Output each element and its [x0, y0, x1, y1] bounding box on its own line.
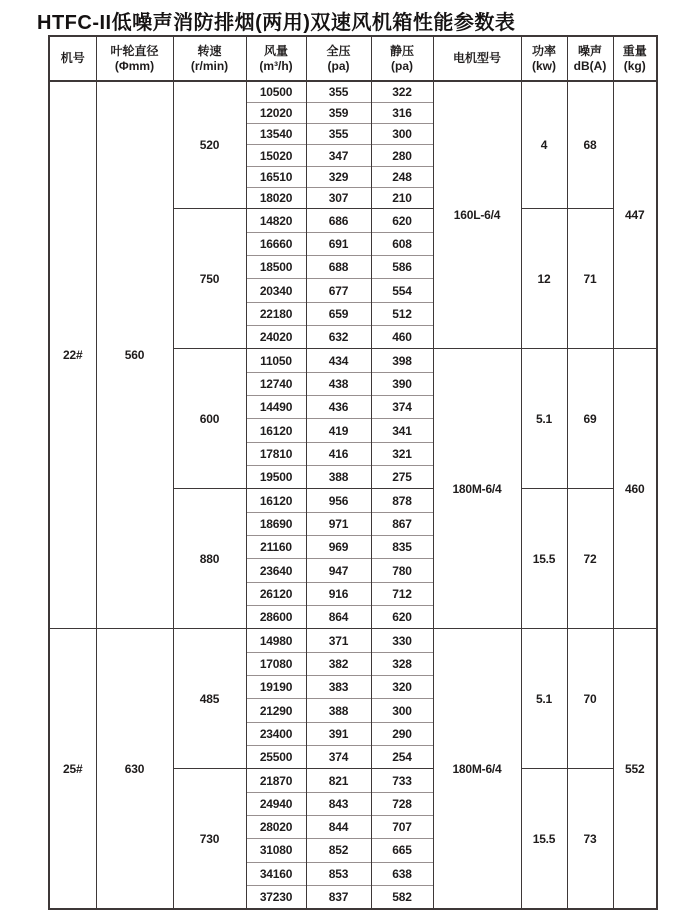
page-title: HTFC-II低噪声消防排烟(两用)双速风机箱性能参数表: [37, 12, 516, 34]
power-cell: 15.5: [521, 769, 567, 909]
header-label: 机号: [60, 51, 85, 65]
total-pressure-cell: 971: [306, 512, 371, 535]
col-header-static-pressure: [371, 36, 433, 81]
header-label: 重量: [622, 43, 647, 58]
speed-cell: 485: [173, 629, 246, 769]
static-pressure-cell: 290: [371, 722, 433, 745]
power-cell: 4: [521, 81, 567, 209]
header-label: 风量: [263, 43, 288, 58]
header-unit: (kg): [623, 58, 646, 73]
header-row: [49, 36, 657, 81]
total-pressure-cell: 434: [306, 349, 371, 372]
flow-cell: 28020: [246, 816, 306, 839]
static-pressure-cell: 330: [371, 629, 433, 652]
static-pressure-cell: 316: [371, 102, 433, 123]
static-pressure-cell: 638: [371, 862, 433, 885]
static-pressure-cell: 254: [371, 746, 433, 769]
flow-cell: 14490: [246, 396, 306, 419]
total-pressure-cell: 355: [306, 81, 371, 102]
machine-cell: 25#: [49, 629, 96, 909]
static-pressure-cell: 460: [371, 326, 433, 349]
flow-cell: 23400: [246, 722, 306, 745]
static-pressure-cell: 867: [371, 512, 433, 535]
total-pressure-cell: 329: [306, 166, 371, 187]
total-pressure-cell: 416: [306, 442, 371, 465]
static-pressure-cell: 878: [371, 489, 433, 512]
noise-cell: 70: [567, 629, 613, 769]
flow-cell: 16120: [246, 489, 306, 512]
motor-cell: 180M-6/4: [433, 629, 521, 909]
flow-cell: 21160: [246, 536, 306, 559]
total-pressure-cell: 632: [306, 326, 371, 349]
diameter-cell: 560: [96, 81, 173, 629]
total-pressure-cell: 438: [306, 372, 371, 395]
total-pressure-cell: 853: [306, 862, 371, 885]
col-header-machine: [49, 36, 96, 81]
total-pressure-cell: 359: [306, 102, 371, 123]
total-pressure-cell: 691: [306, 232, 371, 255]
static-pressure-cell: 728: [371, 792, 433, 815]
static-pressure-cell: 780: [371, 559, 433, 582]
flow-cell: 34160: [246, 862, 306, 885]
noise-cell: 71: [567, 209, 613, 349]
flow-cell: 14980: [246, 629, 306, 652]
table-row: [49, 629, 657, 652]
total-pressure-cell: 388: [306, 466, 371, 489]
table-row: [49, 81, 657, 102]
flow-cell: 16120: [246, 419, 306, 442]
speed-cell: 600: [173, 349, 246, 489]
static-pressure-cell: 733: [371, 769, 433, 792]
total-pressure-cell: 436: [306, 396, 371, 419]
header-unit: (m³/h): [259, 58, 293, 73]
header-label: 功率: [531, 43, 556, 58]
total-pressure-cell: 821: [306, 769, 371, 792]
flow-cell: 18500: [246, 256, 306, 279]
col-header-total-pressure: [306, 36, 371, 81]
static-pressure-cell: 582: [371, 885, 433, 908]
total-pressure-cell: 419: [306, 419, 371, 442]
static-pressure-cell: 390: [371, 372, 433, 395]
header-unit: (pa): [391, 58, 413, 73]
flow-cell: 16660: [246, 232, 306, 255]
total-pressure-cell: 956: [306, 489, 371, 512]
static-pressure-cell: 620: [371, 606, 433, 629]
machine-cell: 22#: [49, 81, 96, 629]
total-pressure-cell: 307: [306, 188, 371, 209]
flow-cell: 17810: [246, 442, 306, 465]
power-cell: 5.1: [521, 349, 567, 489]
flow-cell: 20340: [246, 279, 306, 302]
header-unit: (pa): [327, 58, 350, 73]
total-pressure-cell: 388: [306, 699, 371, 722]
power-cell: 5.1: [521, 629, 567, 769]
header-label: 噪声: [577, 43, 602, 58]
col-header-flow: [246, 36, 306, 81]
flow-cell: 18690: [246, 512, 306, 535]
total-pressure-cell: 382: [306, 652, 371, 675]
total-pressure-cell: 347: [306, 145, 371, 166]
speed-cell: 750: [173, 209, 246, 349]
flow-cell: 19190: [246, 676, 306, 699]
flow-cell: 21290: [246, 699, 306, 722]
motor-cell: 180M-6/4: [433, 349, 521, 629]
flow-cell: 31080: [246, 839, 306, 862]
total-pressure-cell: 391: [306, 722, 371, 745]
static-pressure-cell: 280: [371, 145, 433, 166]
speed-cell: 880: [173, 489, 246, 629]
static-pressure-cell: 665: [371, 839, 433, 862]
header-label: 叶轮直径: [110, 43, 159, 58]
total-pressure-cell: 355: [306, 124, 371, 145]
col-header-weight: [613, 36, 657, 81]
header-unit: dB(A): [573, 58, 607, 73]
total-pressure-cell: 659: [306, 302, 371, 325]
total-pressure-cell: 688: [306, 256, 371, 279]
weight-cell: 552: [613, 629, 657, 909]
total-pressure-cell: 844: [306, 816, 371, 839]
header-label: 转速: [197, 43, 222, 58]
flow-cell: 24020: [246, 326, 306, 349]
static-pressure-cell: 620: [371, 209, 433, 232]
static-pressure-cell: 248: [371, 166, 433, 187]
flow-cell: 10500: [246, 81, 306, 102]
static-pressure-cell: 320: [371, 676, 433, 699]
col-header-speed: [173, 36, 246, 81]
total-pressure-cell: 371: [306, 629, 371, 652]
static-pressure-cell: 835: [371, 536, 433, 559]
total-pressure-cell: 383: [306, 676, 371, 699]
header-label: 全压: [326, 43, 351, 58]
static-pressure-cell: 712: [371, 582, 433, 605]
noise-cell: 72: [567, 489, 613, 629]
total-pressure-cell: 864: [306, 606, 371, 629]
total-pressure-cell: 686: [306, 209, 371, 232]
total-pressure-cell: 837: [306, 885, 371, 908]
motor-cell: 160L-6/4: [433, 81, 521, 349]
flow-cell: 12020: [246, 102, 306, 123]
flow-cell: 14820: [246, 209, 306, 232]
flow-cell: 22180: [246, 302, 306, 325]
total-pressure-cell: 374: [306, 746, 371, 769]
header-unit: (kw): [532, 58, 556, 73]
speed-cell: 730: [173, 769, 246, 909]
weight-cell: 460: [613, 349, 657, 629]
fan-spec-table: [48, 35, 658, 910]
header-unit: (r/min): [190, 58, 229, 73]
flow-cell: 37230: [246, 885, 306, 908]
static-pressure-cell: 300: [371, 699, 433, 722]
speed-cell: 520: [173, 81, 246, 209]
flow-cell: 28600: [246, 606, 306, 629]
flow-cell: 19500: [246, 466, 306, 489]
diameter-cell: 630: [96, 629, 173, 909]
flow-cell: 18020: [246, 188, 306, 209]
total-pressure-cell: 677: [306, 279, 371, 302]
flow-cell: 15020: [246, 145, 306, 166]
flow-cell: 24940: [246, 792, 306, 815]
header-label: 静压: [389, 43, 414, 58]
static-pressure-cell: 398: [371, 349, 433, 372]
static-pressure-cell: 328: [371, 652, 433, 675]
static-pressure-cell: 321: [371, 442, 433, 465]
static-pressure-cell: 374: [371, 396, 433, 419]
noise-cell: 73: [567, 769, 613, 909]
weight-cell: 447: [613, 81, 657, 349]
flow-cell: 12740: [246, 372, 306, 395]
col-header-power: [521, 36, 567, 81]
header-label: 电机型号: [452, 51, 501, 65]
noise-cell: 69: [567, 349, 613, 489]
static-pressure-cell: 341: [371, 419, 433, 442]
total-pressure-cell: 969: [306, 536, 371, 559]
static-pressure-cell: 275: [371, 466, 433, 489]
noise-cell: 68: [567, 81, 613, 209]
static-pressure-cell: 608: [371, 232, 433, 255]
flow-cell: 16510: [246, 166, 306, 187]
flow-cell: 21870: [246, 769, 306, 792]
col-header-diameter: [96, 36, 173, 81]
static-pressure-cell: 322: [371, 81, 433, 102]
flow-cell: 13540: [246, 124, 306, 145]
static-pressure-cell: 512: [371, 302, 433, 325]
flow-cell: 11050: [246, 349, 306, 372]
header-unit: (Φmm): [114, 58, 155, 73]
flow-cell: 26120: [246, 582, 306, 605]
total-pressure-cell: 852: [306, 839, 371, 862]
static-pressure-cell: 210: [371, 188, 433, 209]
static-pressure-cell: 554: [371, 279, 433, 302]
total-pressure-cell: 916: [306, 582, 371, 605]
total-pressure-cell: 843: [306, 792, 371, 815]
power-cell: 15.5: [521, 489, 567, 629]
col-header-motor: [433, 36, 521, 81]
static-pressure-cell: 300: [371, 124, 433, 145]
static-pressure-cell: 707: [371, 816, 433, 839]
flow-cell: 17080: [246, 652, 306, 675]
static-pressure-cell: 586: [371, 256, 433, 279]
power-cell: 12: [521, 209, 567, 349]
col-header-noise: [567, 36, 613, 81]
flow-cell: 23640: [246, 559, 306, 582]
flow-cell: 25500: [246, 746, 306, 769]
total-pressure-cell: 947: [306, 559, 371, 582]
